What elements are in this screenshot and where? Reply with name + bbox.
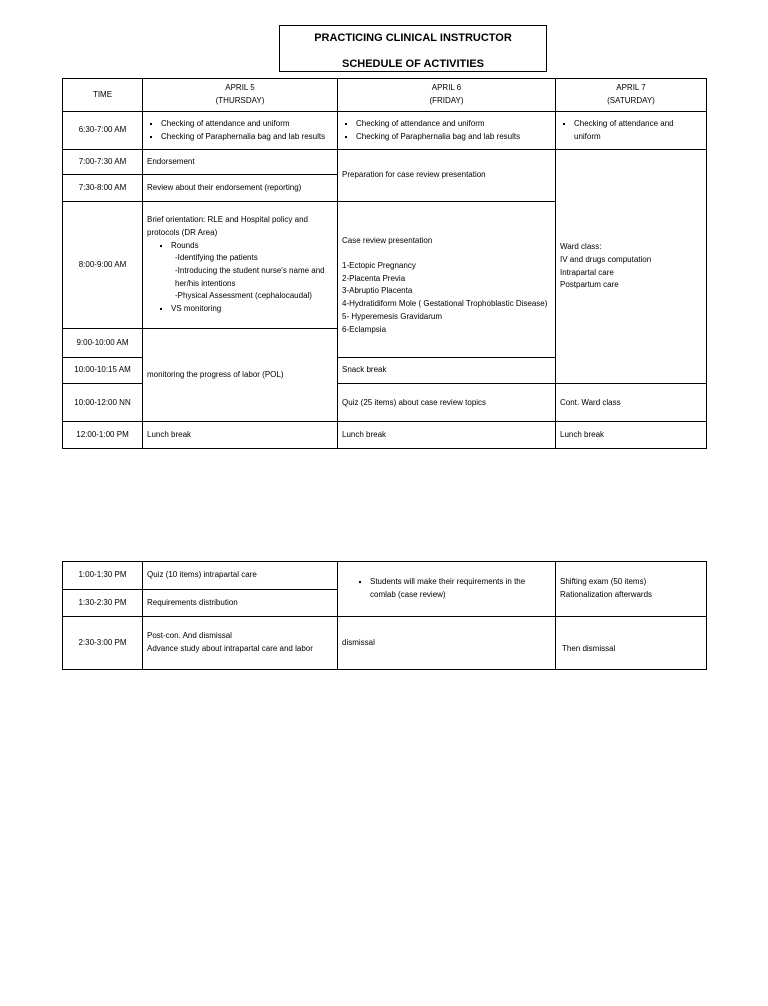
day-date: APRIL 7 (616, 83, 646, 93)
day-weekday: (FRIDAY) (429, 96, 464, 105)
list-item: 4-Hydratidiform Mole ( Gestational Trophoblastic Disease) (342, 299, 548, 309)
table-row (63, 422, 707, 449)
time-header (63, 79, 143, 112)
time-cell: 9:00-10:00 AM (63, 329, 143, 358)
activity-cell: dismissal (338, 617, 556, 670)
list-item: -Introducing the student nurse's name and her/his intentions (175, 266, 325, 288)
list-item: Postpartum care (560, 280, 619, 290)
list-item: 1-Ectopic Pregnancy (342, 261, 416, 271)
document-subtitle: SCHEDULE OF ACTIVITIES (342, 58, 484, 70)
activity-cell: Requirements distribution (143, 590, 338, 617)
activity-cell: Quiz (25 items) about case review topics (338, 384, 556, 422)
activity-cell: Snack break (338, 358, 556, 384)
list-item: ▪ VS monitoring (171, 303, 333, 316)
time-header-label: TIME (92, 89, 113, 99)
time-cell: 8:00-9:00 AM (63, 202, 143, 329)
list-item: 3-Abruptio Placenta (342, 286, 413, 296)
activity-cell (143, 202, 338, 329)
list-item: 5- Hyperemesis Gravidarum (342, 311, 443, 321)
activity-cell (338, 202, 556, 358)
list-item: Then dismissal (562, 643, 616, 653)
time-cell: 10:00-12:00 NN (63, 384, 143, 422)
table-row (63, 617, 707, 670)
activity-cell (338, 112, 556, 150)
activity-cell (556, 562, 707, 617)
header-row (63, 79, 707, 112)
activity-cell: Lunch break (338, 422, 556, 449)
day-date: APRIL 5 (225, 83, 255, 93)
table-row (63, 112, 707, 150)
time-cell: 10:00-10:15 AM (63, 358, 143, 384)
document-title-box (279, 25, 547, 72)
time-cell: 1:30-2:30 PM (63, 590, 143, 617)
list-item: 6-Eclampsia (342, 324, 387, 334)
case-review-title: Case review presentation (342, 235, 433, 245)
list-item: IV and drugs computation (560, 255, 652, 264)
activity-cell: monitoring the progress of labor (POL) (143, 329, 338, 422)
day-date: APRIL 6 (431, 83, 462, 93)
list-item: ▪ Checking of attendance and uniform (356, 118, 551, 131)
table-row (63, 562, 707, 590)
ward-class-title: Ward class: (560, 242, 602, 252)
time-cell: 1:00-1:30 PM (63, 562, 143, 590)
activity-cell: Endorsement (143, 150, 338, 175)
list-item: Advance study about intrapartal care and labor (147, 644, 313, 653)
time-cell: 2:30-3:00 PM (63, 617, 143, 670)
activity-cell (143, 617, 338, 670)
list-item: ▪ Rounds (171, 240, 333, 253)
list-item: ▪ Checking of Paraphernalia bag and lab results (356, 131, 551, 144)
activity-cell: Preparation for case review presentation (338, 150, 556, 202)
list-item: Rationalization afterwards (560, 590, 653, 599)
activity-cell: Lunch break (556, 422, 707, 449)
activity-cell: Review about their endorsement (reporting) (143, 175, 338, 202)
list-item: Post-con. And dismissal (147, 631, 232, 641)
list-item: Intrapartal care (560, 267, 614, 277)
document-title: PRACTICING CLINICAL INSTRUCTOR (314, 32, 512, 44)
list-item: ▪ Students will make their requirements in the comlab (case review) (370, 576, 551, 601)
activity-cell: Lunch break (143, 422, 338, 449)
list-item: 2-Placenta Previa (342, 273, 406, 283)
activity-cell (556, 150, 707, 384)
day-weekday: (SATURDAY) (607, 96, 655, 105)
orientation-intro: Brief orientation: RLE and Hospital policy and protocols (DR Area) (147, 215, 308, 237)
list-item: -Identifying the patients (175, 253, 258, 263)
list-item: ▪ Checking of Paraphernalia bag and lab results (161, 131, 333, 144)
day-weekday: (THURSDAY) (215, 96, 265, 105)
day-header-thursday (143, 79, 338, 112)
activity-cell (338, 562, 556, 617)
time-cell: 6:30-7:00 AM (63, 112, 143, 150)
list-item: ▪ Checking of attendance and uniform (574, 118, 702, 143)
list-item: ▪ Checking of attendance and uniform (161, 118, 333, 131)
list-item: Shifting exam (50 items) (560, 577, 647, 587)
morning-schedule-table (62, 78, 707, 449)
activity-cell: Quiz (10 items) intrapartal care (143, 562, 338, 590)
activity-cell: Cont. Ward class (556, 384, 707, 422)
list-item: -Physical Assessment (cephalocaudal) (175, 291, 312, 301)
activity-cell (143, 112, 338, 150)
activity-cell (556, 617, 707, 670)
day-header-saturday (556, 79, 707, 112)
time-cell: 7:30-8:00 AM (63, 175, 143, 202)
activity-cell (556, 112, 707, 150)
time-cell: 7:00-7:30 AM (63, 150, 143, 175)
time-cell: 12:00-1:00 PM (63, 422, 143, 449)
afternoon-schedule-table (62, 561, 707, 670)
day-header-friday (338, 79, 556, 112)
table-row (63, 150, 707, 175)
